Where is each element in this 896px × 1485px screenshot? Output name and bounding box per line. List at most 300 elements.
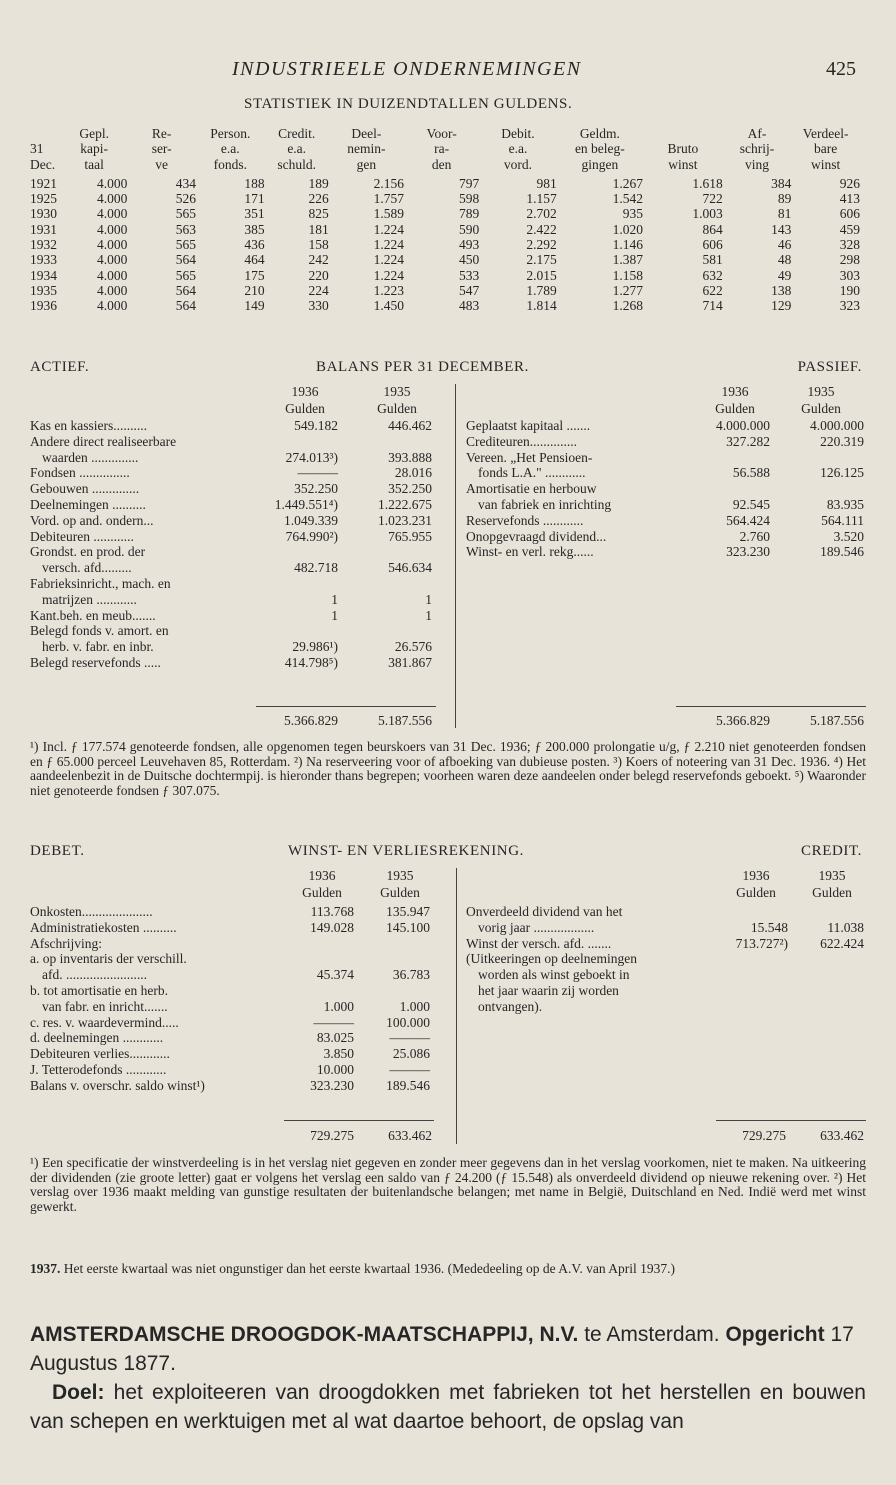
stat-col-header — [643, 126, 723, 141]
debet-label: Onkosten..................... — [30, 904, 153, 919]
stat-year-cell: 1936 — [30, 298, 57, 314]
stat-value-cell: 210 — [244, 282, 265, 298]
stat-col-header: Dec. — [30, 156, 56, 172]
actief-label: Grondst. en prod. der — [30, 544, 146, 560]
credit-heading: CREDIT. — [801, 843, 862, 859]
founded-date: 17 Augustus 1877. — [30, 1323, 854, 1375]
stat-value-cell: 4.000 — [97, 298, 128, 314]
winst-year-1936-right: 1936 — [742, 868, 770, 883]
stat-year-cell: 1930 — [30, 206, 57, 222]
stat-value-cell: 1.158 — [612, 267, 644, 283]
stat-value-cell: 493 — [459, 237, 480, 253]
actief-value-1936: 482.718 — [294, 560, 338, 576]
debet-value-1936: ——— — [313, 1014, 354, 1030]
stat-value-cell: 351 — [244, 206, 265, 222]
debet-value-1935: 25.086 — [392, 1046, 430, 1062]
winst-unit-right-2: Gulden — [812, 885, 852, 900]
debet-value-1936: 3.850 — [323, 1046, 354, 1062]
stat-value-cell: 864 — [702, 221, 723, 237]
stat-value-cell: 226 — [308, 191, 329, 207]
stat-value-cell: 722 — [702, 191, 723, 207]
passief-label: Reservefonds ............ — [466, 512, 584, 528]
stat-value-cell: 190 — [839, 282, 860, 298]
actief-total-1935: 5.187.556 — [378, 713, 432, 728]
actief-label: matrijzen ............ — [42, 591, 137, 607]
stat-value-cell: 565 — [175, 237, 196, 253]
stat-row — [30, 176, 860, 191]
stat-value-cell: 171 — [244, 191, 265, 207]
stat-col-header: Credit. — [278, 126, 316, 141]
credit-label: vorig jaar .................. — [478, 919, 595, 935]
winst-footnotes: ¹) Een specificatie der winstverdeeling is in het verslag niet gegeven en zonder meer gegevens dan in het verslag voorkomen, niet te maken. Na uitkeering der dividenden (zie groote letter) gaat er volgens het verslag een saldo van ƒ 24.200 (ƒ 15.548) als onverdeeld dividend op nieuwe rekening over. ²) Het verslag over 1936 maakt melding van gunstige resultaten der buitenlandsche belangen; met name in België, Duitschland en Ned. Indië werd met winst gewerkt. — [30, 1155, 866, 1214]
actief-value-1935: 446.462 — [388, 418, 432, 433]
stat-value-cell: 590 — [459, 221, 480, 237]
page-number: 425 — [826, 58, 856, 80]
stat-value-cell: 330 — [308, 298, 329, 314]
actief-label: Fabrieksinricht., mach. en — [30, 575, 171, 591]
actief-value-1935: 1 — [425, 591, 432, 607]
passief-value-1935: 83.935 — [826, 496, 864, 512]
balance-unit-left-1: Gulden — [285, 401, 325, 416]
debet-label: van fabr. en inricht....... — [42, 998, 168, 1014]
stat-col-header: winst — [811, 156, 841, 172]
passief-heading: PASSIEF. — [797, 359, 862, 375]
passief-row — [466, 450, 866, 466]
actief-row — [30, 576, 440, 592]
stat-value-cell: 581 — [702, 252, 723, 268]
passief-label: Crediteuren.............. — [466, 433, 577, 449]
credit-total-rule — [716, 1120, 866, 1121]
stat-col-header: nemin- — [347, 141, 386, 157]
credit-total-1936: 729.275 — [742, 1128, 786, 1143]
stat-col-header: Af- — [747, 126, 767, 141]
debet-label: a. op inventaris der verschill. — [30, 951, 187, 967]
stat-value-cell: 385 — [244, 221, 265, 237]
debet-value-1936: 1.000 — [323, 998, 354, 1014]
debet-label: Administratiekosten .......... — [30, 919, 177, 935]
actief-value-1936: 29.986¹) — [292, 639, 338, 655]
stat-row — [30, 268, 860, 283]
stat-value-cell: 138 — [771, 282, 792, 298]
stat-col-header: e.a. — [508, 141, 528, 157]
stat-value-cell: 1.223 — [373, 282, 405, 298]
stat-value-cell: 533 — [459, 267, 480, 283]
stat-value-cell: 4.000 — [97, 252, 128, 268]
debet-value-1935: 135.947 — [386, 904, 430, 919]
stat-col-header: schrij- — [739, 141, 775, 157]
stat-col-header: Debit. — [501, 126, 535, 141]
passief-row — [466, 529, 866, 545]
stat-col-header: ve — [155, 156, 169, 172]
actief-total-rule — [256, 706, 436, 707]
debet-row — [30, 1078, 440, 1094]
passief-row — [466, 497, 866, 513]
stat-value-cell: 564 — [175, 282, 196, 298]
passief-label: Winst- en verl. rekg...... — [466, 544, 594, 560]
stat-value-cell: 789 — [459, 206, 480, 222]
stat-value-cell: 181 — [308, 221, 329, 237]
stat-value-cell: 564 — [175, 252, 196, 268]
credit-list — [466, 904, 866, 1015]
stat-value-cell: 1.542 — [612, 191, 644, 207]
actief-row — [30, 592, 440, 608]
stat-year-cell: 1931 — [30, 221, 57, 237]
passief-value-1935: 4.000.000 — [810, 418, 864, 433]
passief-value-1935: 3.520 — [833, 528, 864, 544]
stat-value-cell: 1.757 — [373, 191, 405, 207]
stat-value-cell: 632 — [702, 267, 723, 283]
stat-value-cell: 926 — [839, 175, 860, 191]
actief-value-1936: 764.990²) — [285, 528, 338, 544]
stat-value-cell: 563 — [175, 221, 196, 237]
stat-value-cell: 1.224 — [373, 221, 405, 237]
actief-total-1936: 5.366.829 — [284, 713, 338, 728]
balance-footnotes: ¹) Incl. ƒ 177.574 genoteerde fondsen, alle opgenomen tegen beurskoers van 31 Dec. 1936; ƒ 200.000 prolongatie u/g, ƒ 2.210 niet genoteerden fondsen en ƒ 65.000 perceel Leuvehaven 85, Rotterdam. ²) Na reserveering voor of afboeking van dubieuse posten. ³) Koers of noteering van 31 Dec. 1936. ⁴) Het aandeelenbezit in de Duitsche dochtermpij. is hieronder thans begrepen; voorheen waren deze aandeelen onder belegd reservefonds geboekt. ⁵) Waaronder niet genoteerde fondsen ƒ 307.075. — [30, 739, 866, 798]
stat-year-cell: 1933 — [30, 252, 57, 268]
balance-divider — [455, 384, 456, 728]
stat-value-cell: 89 — [777, 191, 792, 207]
balance-title: BALANS PER 31 DECEMBER. — [316, 359, 529, 375]
debet-row — [30, 1062, 440, 1078]
stat-value-cell: 1.268 — [612, 298, 644, 314]
credit-value-1935: 11.038 — [827, 919, 864, 935]
credit-row — [466, 999, 866, 1015]
stat-value-cell: 526 — [175, 191, 196, 207]
passief-row — [466, 418, 866, 434]
actief-label: Kas en kassiers.......... — [30, 418, 147, 433]
actief-row — [30, 623, 440, 639]
stat-col-header: ving — [745, 156, 770, 172]
stat-col-header: bare — [814, 141, 838, 157]
debet-list — [30, 904, 440, 1094]
stat-value-cell: 565 — [175, 267, 196, 283]
stat-value-cell: 464 — [244, 252, 265, 268]
passief-value-1936: 56.588 — [732, 465, 770, 481]
debet-value-1936: 149.028 — [310, 919, 354, 935]
note-1937-text: Het eerste kwartaal was niet ongunstiger dan het eerste kwartaal 1936. (Mededeeling op de A.V. van April 1937.) — [63, 1261, 675, 1276]
stat-value-cell: 1.618 — [692, 175, 723, 191]
actief-row — [30, 513, 440, 529]
debet-value-1936: 83.025 — [316, 1030, 354, 1046]
debet-value-1935: 36.783 — [392, 967, 430, 983]
credit-row — [466, 967, 866, 983]
actief-row — [30, 481, 440, 497]
debet-label: J. Tetterodefonds ............ — [30, 1061, 167, 1077]
stat-col-header: en beleg- — [574, 141, 625, 157]
passief-value-1935: 189.546 — [820, 544, 864, 560]
passief-total-1936: 5.366.829 — [716, 713, 770, 728]
stat-value-cell: 46 — [777, 237, 792, 253]
actief-label: Fondsen ............... — [30, 465, 130, 481]
debet-value-1936: 113.768 — [310, 904, 354, 919]
passief-value-1935: 220.319 — [820, 433, 864, 449]
stat-value-cell: 4.000 — [97, 267, 128, 283]
credit-label: worden als winst geboekt in — [478, 967, 630, 983]
balance-unit-right-1: Gulden — [715, 401, 755, 416]
passief-value-1936: 92.545 — [732, 496, 770, 512]
passief-value-1936: 327.282 — [726, 433, 770, 449]
stat-value-cell: 436 — [244, 237, 265, 253]
actief-row — [30, 465, 440, 481]
stat-value-cell: 175 — [244, 267, 265, 283]
stat-value-cell: 413 — [839, 191, 860, 207]
actief-value-1936: 352.250 — [294, 481, 338, 497]
winst-unit-left-1: Gulden — [302, 885, 342, 900]
actief-row — [30, 639, 440, 655]
actief-row — [30, 529, 440, 545]
company-entry — [30, 1320, 866, 1378]
stat-value-cell: 1.789 — [526, 282, 557, 298]
actief-value-1935: 381.867 — [388, 654, 432, 670]
actief-value-1936: 1 — [331, 607, 338, 623]
stat-value-cell: 1.003 — [692, 206, 723, 222]
balance-unit-left-2: Gulden — [377, 401, 417, 416]
stat-col-header: vord. — [503, 156, 533, 172]
stat-col-header: gen — [356, 156, 377, 172]
stat-value-cell: 1.387 — [612, 252, 644, 268]
debet-value-1935: 189.546 — [386, 1077, 430, 1093]
stat-value-cell: 547 — [459, 282, 480, 298]
stat-row — [30, 298, 860, 313]
debet-label: Debiteuren verlies............ — [30, 1046, 170, 1062]
actief-list — [30, 418, 440, 671]
stat-col-header: taal — [84, 156, 104, 172]
stat-value-cell: 2.702 — [526, 206, 557, 222]
credit-value-1936: 15.548 — [750, 919, 788, 935]
stat-value-cell: 4.000 — [97, 175, 128, 191]
passief-value-1936: 2.760 — [739, 528, 770, 544]
statistics-header — [30, 126, 860, 176]
credit-label: Winst der versch. afd. ....... — [466, 935, 612, 951]
passief-row — [466, 481, 866, 497]
note-1937-year: 1937. — [30, 1261, 61, 1276]
stat-value-cell: 1.277 — [612, 282, 644, 298]
passief-label: fonds L.A." ............ — [478, 465, 586, 481]
actief-label: Andere direct realiseerbare — [30, 433, 177, 449]
stat-value-cell: 564 — [175, 298, 196, 314]
stat-col-header: Verdeel- — [802, 126, 849, 141]
passief-row — [466, 544, 866, 560]
passief-row — [466, 513, 866, 529]
debet-row — [30, 1030, 440, 1046]
credit-value-1935: 622.424 — [820, 935, 864, 951]
stat-value-cell: 298 — [839, 252, 860, 268]
actief-value-1936: 1.049.339 — [284, 512, 338, 528]
debet-total-rule — [284, 1120, 434, 1121]
stat-col-header: e.a. — [220, 141, 240, 157]
stat-col-header: ra- — [434, 141, 450, 157]
stat-row — [30, 283, 860, 298]
passief-total-1935: 5.187.556 — [810, 713, 864, 728]
statistics-body — [30, 176, 860, 314]
debet-value-1936: 45.374 — [316, 967, 354, 983]
debet-value-1935: 100.000 — [386, 1014, 430, 1030]
actief-value-1936: 414.798⁵) — [284, 654, 338, 670]
stat-value-cell: 483 — [459, 298, 480, 314]
stat-value-cell: 1.814 — [526, 298, 557, 314]
stat-value-cell: 149 — [244, 298, 265, 314]
debet-row — [30, 920, 440, 936]
stat-col-header: Person. — [210, 126, 251, 141]
stat-value-cell: 384 — [771, 175, 792, 191]
stat-value-cell: 1.224 — [373, 267, 405, 283]
stat-value-cell: 606 — [839, 206, 860, 222]
stat-value-cell: 459 — [839, 221, 860, 237]
debet-label: d. deelnemingen ............ — [30, 1030, 164, 1046]
balance-unit-right-2: Gulden — [801, 401, 841, 416]
actief-value-1935: 546.634 — [388, 560, 432, 576]
actief-label: Vord. op and. ondern... — [30, 512, 154, 528]
credit-label: het jaar waarin zij worden — [478, 982, 619, 998]
actief-value-1935: 26.576 — [394, 639, 432, 655]
debet-label: Afschrijving: — [30, 935, 102, 951]
stat-value-cell: 328 — [839, 237, 860, 253]
passief-label: Geplaatst kapitaal ....... — [466, 418, 591, 433]
passief-list — [466, 418, 866, 560]
winst-year-1935-left: 1935 — [386, 868, 414, 883]
passief-row — [466, 434, 866, 450]
stat-col-header: Bruto — [667, 141, 699, 157]
stat-value-cell: 323 — [839, 298, 860, 314]
debet-row — [30, 967, 440, 983]
goal-text: het exploiteeren van droogdokken met fabrieken tot het herstellen en bouwen van schepen en werktuigen met al wat daartoe behoort, de opslag van — [30, 1381, 866, 1433]
debet-value-1935: ——— — [389, 1030, 430, 1046]
winst-unit-left-2: Gulden — [380, 885, 420, 900]
passief-value-1935: 564.111 — [821, 512, 864, 528]
stat-col-header: Voor- — [426, 126, 457, 141]
stat-value-cell: 981 — [536, 175, 557, 191]
actief-value-1936: 1.449.551⁴) — [274, 496, 338, 512]
stat-year-cell: 1935 — [30, 282, 57, 298]
passief-label: van fabriek en inrichting — [478, 496, 612, 512]
stat-value-cell: 2.292 — [526, 237, 557, 253]
actief-row — [30, 450, 440, 466]
actief-value-1935: 28.016 — [394, 465, 432, 481]
stat-value-cell: 2.422 — [526, 221, 557, 237]
debet-total-1936: 729.275 — [310, 1128, 354, 1143]
stat-value-cell: 188 — [244, 175, 265, 191]
actief-row — [30, 560, 440, 576]
debet-row — [30, 1015, 440, 1031]
passief-label: Vereen. „Het Pensioen- — [466, 449, 593, 465]
passief-value-1936: 4.000.000 — [716, 418, 770, 433]
stat-col-header: winst — [668, 156, 698, 172]
actief-value-1936: 274.013³) — [285, 449, 338, 465]
stat-value-cell: 129 — [771, 298, 792, 314]
stat-value-cell: 935 — [622, 206, 644, 222]
actief-label: Debiteuren ............ — [30, 528, 134, 544]
credit-label: ontvangen). — [478, 998, 543, 1014]
debet-row — [30, 983, 440, 999]
passief-label: Onopgevraagd dividend... — [466, 528, 607, 544]
stat-value-cell: 1.589 — [373, 206, 405, 222]
stat-value-cell: 242 — [308, 252, 329, 268]
balance-year-1935-left: 1935 — [383, 384, 411, 399]
stat-value-cell: 565 — [175, 206, 196, 222]
actief-row — [30, 434, 440, 450]
stat-row — [30, 252, 860, 267]
debet-value-1935: 145.100 — [386, 919, 430, 935]
debet-total-1935: 633.462 — [388, 1128, 432, 1143]
debet-row — [30, 936, 440, 952]
stat-col-header: schuld. — [277, 156, 316, 172]
stat-col-header: fonds. — [213, 156, 247, 172]
stat-col-header: Gepl. — [79, 126, 109, 141]
debet-value-1935: ——— — [389, 1061, 430, 1077]
note-1937 — [30, 1262, 866, 1277]
debet-label: b. tot amortisatie en herb. — [30, 982, 168, 998]
debet-heading: DEBET. — [30, 843, 85, 859]
credit-label: Onverdeeld dividend van het — [466, 904, 623, 919]
company-goal — [30, 1378, 866, 1436]
actief-row — [30, 608, 440, 624]
company-location: te Amsterdam. — [584, 1323, 720, 1346]
stat-value-cell: 1.267 — [612, 175, 644, 191]
actief-heading: ACTIEF. — [30, 359, 90, 375]
stat-value-cell: 622 — [702, 282, 723, 298]
stat-year-cell: 1925 — [30, 191, 57, 207]
winst-unit-right-1: Gulden — [736, 885, 776, 900]
winst-year-1935-right: 1935 — [818, 868, 846, 883]
passief-label: Amortisatie en herbouw — [466, 481, 597, 497]
stat-value-cell: 450 — [459, 252, 480, 268]
stat-value-cell: 714 — [702, 298, 723, 314]
stat-value-cell: 158 — [308, 237, 329, 253]
credit-total-1935: 633.462 — [820, 1128, 864, 1143]
stat-value-cell: 606 — [702, 237, 723, 253]
actief-value-1936: 1 — [331, 591, 338, 607]
actief-row — [30, 544, 440, 560]
credit-row — [466, 904, 866, 920]
actief-value-1935: 765.955 — [388, 528, 432, 544]
actief-label: Belegd reservefonds ..... — [30, 654, 161, 670]
stat-year-cell: 1934 — [30, 267, 57, 283]
credit-value-1936: 713.727²) — [735, 935, 788, 951]
actief-row — [30, 497, 440, 513]
winst-divider — [456, 868, 457, 1144]
actief-label: Gebouwen .............. — [30, 481, 140, 497]
stat-value-cell: 224 — [308, 282, 329, 298]
debet-value-1936: 10.000 — [316, 1061, 354, 1077]
debet-value-1935: 1.000 — [399, 998, 430, 1014]
stat-col-header: kapi- — [80, 141, 109, 157]
debet-row — [30, 1046, 440, 1062]
actief-value-1935: 1.222.675 — [378, 496, 432, 512]
stat-value-cell: 4.000 — [97, 221, 128, 237]
stat-year-cell: 1932 — [30, 237, 57, 253]
stat-value-cell: 48 — [777, 252, 792, 268]
stat-value-cell: 1.450 — [373, 298, 405, 314]
balance-year-1936-left: 1936 — [291, 384, 319, 399]
stat-row — [30, 206, 860, 221]
actief-label: Deelnemingen .......... — [30, 496, 146, 512]
credit-row — [466, 936, 866, 952]
passief-total-rule — [676, 706, 866, 707]
stat-value-cell: 4.000 — [97, 282, 128, 298]
stat-col-header: den — [431, 156, 452, 172]
stat-value-cell: 825 — [308, 206, 329, 222]
stat-value-cell: 49 — [777, 267, 792, 283]
actief-value-1935: 1.023.231 — [378, 512, 432, 528]
stat-value-cell: 1.020 — [612, 221, 644, 237]
stat-value-cell: 1.224 — [373, 252, 405, 268]
stat-value-cell: 143 — [771, 221, 792, 237]
debet-label: Balans v. overschr. saldo winst¹) — [30, 1077, 205, 1093]
actief-label: versch. afd......... — [42, 560, 132, 576]
actief-label: herb. v. fabr. en inbr. — [42, 639, 154, 655]
stat-value-cell: 220 — [308, 267, 329, 283]
passief-value-1936: 564.424 — [726, 512, 770, 528]
